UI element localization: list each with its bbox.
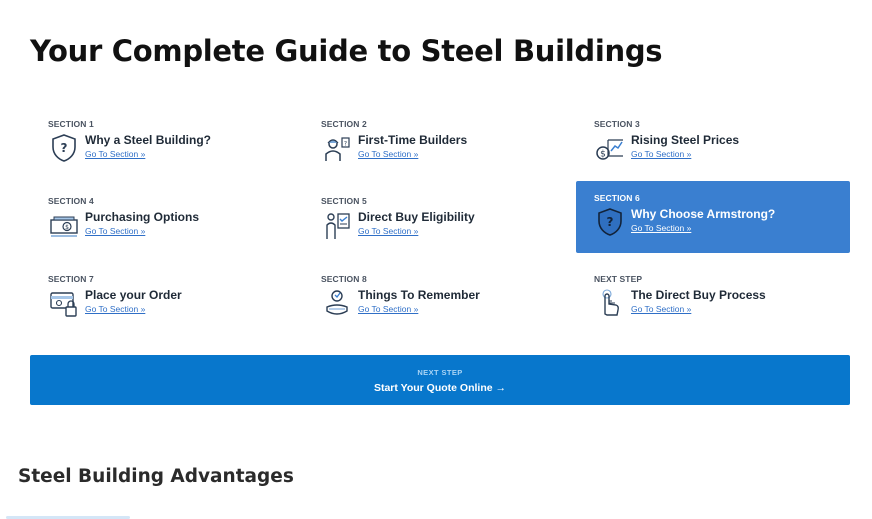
section-title: Rising Steel Prices	[631, 133, 740, 147]
svg-text:$: $	[600, 149, 606, 160]
svg-text:$: $	[65, 224, 69, 231]
section-title: Things To Remember	[358, 288, 480, 302]
section-label: SECTION 8	[321, 274, 367, 284]
builder-icon	[321, 132, 353, 164]
start-quote-button[interactable]	[30, 355, 850, 405]
section-card-6[interactable]	[576, 181, 850, 253]
shield-question-icon	[594, 206, 626, 238]
secure-payment-icon	[48, 287, 80, 319]
next-step-card[interactable]	[576, 262, 850, 334]
section-title: Purchasing Options	[85, 210, 200, 224]
go-to-section-link[interactable]: Go To Section »	[85, 304, 146, 314]
section-label: SECTION 6	[594, 193, 640, 203]
cta-subtitle: NEXT STEP	[417, 368, 463, 377]
go-to-section-link[interactable]: Go To Section »	[85, 149, 146, 159]
section-card-4[interactable]	[30, 184, 304, 256]
section-label: SECTION 7	[48, 274, 94, 284]
go-to-section-link[interactable]: Go To Section »	[631, 304, 692, 314]
go-to-section-link[interactable]: Go To Section »	[631, 149, 692, 159]
go-to-section-link[interactable]: Go To Section »	[358, 149, 419, 159]
pointer-hand-icon	[594, 287, 626, 319]
section-label: SECTION 3	[594, 119, 640, 129]
go-to-section-link[interactable]: Go To Section »	[85, 226, 146, 236]
go-to-section-link[interactable]: Go To Section »	[631, 223, 692, 233]
cash-stack-icon	[48, 209, 80, 241]
section-label: NEXT STEP	[594, 274, 643, 284]
section-title: Why Choose Armstrong?	[631, 207, 776, 221]
go-to-section-link[interactable]: Go To Section »	[358, 304, 419, 314]
section-label: SECTION 4	[48, 196, 94, 206]
cta-label: Start Your Quote Online →	[373, 382, 507, 394]
svg-text:?: ?	[343, 140, 348, 148]
checklist-person-icon	[321, 209, 353, 241]
section-title: Why a Steel Building?	[85, 133, 212, 147]
section-card-7[interactable]	[30, 262, 304, 334]
section-card-1[interactable]	[30, 107, 304, 179]
section-card-3[interactable]	[576, 107, 850, 179]
svg-text:?: ?	[606, 215, 614, 229]
section-card-5[interactable]	[303, 184, 577, 256]
section-title: Place your Order	[85, 288, 182, 302]
section-card-2[interactable]	[303, 107, 577, 179]
section-title: First-Time Builders	[358, 133, 468, 147]
section-label: SECTION 1	[48, 119, 94, 129]
page-title: Your Complete Guide to Steel Buildings	[30, 34, 663, 68]
section-card-8[interactable]	[303, 262, 577, 334]
reminder-hand-icon	[321, 287, 353, 319]
shield-question-icon	[48, 132, 80, 164]
price-chart-icon	[594, 132, 626, 164]
section-title: The Direct Buy Process	[631, 288, 766, 302]
advantages-heading: Steel Building Advantages	[18, 466, 294, 487]
section-label: SECTION 2	[321, 119, 367, 129]
section-title: Direct Buy Eligibility	[358, 210, 475, 224]
svg-text:?: ?	[60, 141, 68, 155]
go-to-section-link[interactable]: Go To Section »	[358, 226, 419, 236]
section-label: SECTION 5	[321, 196, 367, 206]
